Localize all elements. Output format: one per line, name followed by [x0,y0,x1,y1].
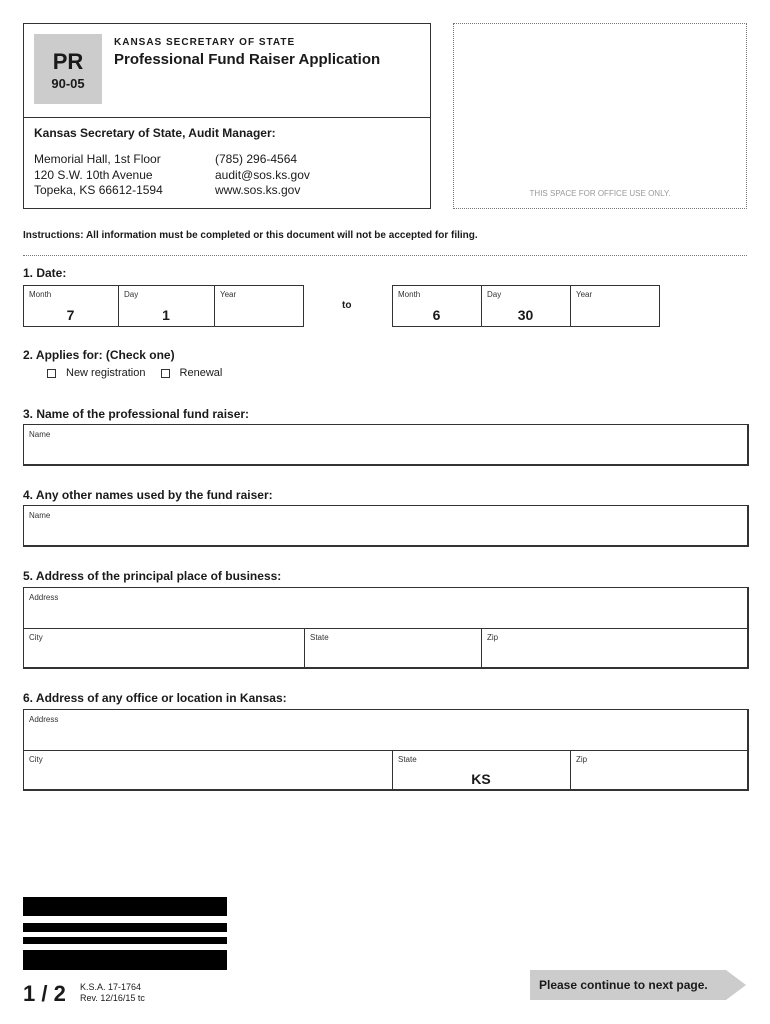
page-number: 1 / 2 [23,981,66,1006]
principal-city-field[interactable] [24,629,304,668]
renewal-checkbox[interactable] [161,369,170,378]
kansas-state-field[interactable]: KS [471,771,491,787]
month-label: Month [398,290,421,299]
divider [23,255,747,256]
principal-address-label: 5. Address of the principal place of business: [23,569,282,583]
kansas-city-field[interactable] [24,751,392,790]
email-link[interactable]: audit@sos.ks.gov [215,167,310,182]
barcode [23,897,227,971]
kansas-address-label: 6. Address of any office or location in Kansas: [23,691,287,705]
year-label: Year [220,290,237,299]
city-label: City [29,755,43,764]
statute: K.S.A. 17-1764 [80,982,142,992]
name-label: Name [29,430,51,439]
contact-address [34,152,163,199]
agency-name: KANSAS SECRETARY OF STATE [114,37,296,48]
address-label: Address [29,715,59,724]
website-link[interactable]: www.sos.ks.gov [215,183,301,197]
applies-for-label: 2. Applies for: (Check one) [23,348,175,362]
day-label: Day [487,290,502,299]
address-line: 120 S.W. 10th Avenue [34,167,153,182]
to-month-field[interactable]: 6 [432,307,441,323]
name-label: Name [29,511,51,520]
new-registration-label: New registration [66,367,146,379]
day-label: Day [124,290,139,299]
divider [214,285,215,327]
form-number: 90-05 [51,76,85,91]
date-label: 1. Date: [23,266,67,280]
kansas-zip-field[interactable] [571,751,748,790]
continue-banner [530,970,746,1000]
to-day-field[interactable]: 30 [517,307,534,323]
address-line: Memorial Hall, 1st Floor [34,152,161,166]
other-names-label: 4. Any other names used by the fund raiser: [23,488,273,502]
from-month-field[interactable]: 7 [66,307,75,323]
date-to-label: to [342,300,352,311]
form-code-badge [34,34,102,104]
new-registration-checkbox[interactable] [47,369,56,378]
month-label: Month [29,290,52,299]
contact-heading: Kansas Secretary of State, Audit Manager: [34,126,276,140]
from-day-field[interactable]: 1 [162,307,170,323]
other-names-field[interactable] [23,505,749,547]
address-line: Topeka, KS 66612-1594 [34,183,163,197]
city-label: City [29,633,43,642]
fund-raiser-name-label: 3. Name of the professional fund raiser: [23,407,250,421]
office-use-label: THIS SPACE FOR OFFICE USE ONLY. [529,189,671,198]
revision: Rev. 12/16/15 tc [80,993,145,1003]
page-title: Professional Fund Raiser Application [114,51,381,68]
kansas-address-field[interactable] [24,710,748,750]
continue-label: Please continue to next page. [539,978,708,992]
office-use-box [453,23,747,209]
zip-label: Zip [487,633,499,642]
contact-details [215,152,310,199]
principal-address-field[interactable] [24,588,748,628]
principal-state-field[interactable] [305,629,481,668]
instructions: Instructions: All information must be completed or this document will not be accepted for filing. [23,230,478,241]
divider [570,285,571,327]
zip-label: Zip [576,755,588,764]
form-code: PR [52,49,84,74]
state-label: State [310,633,329,642]
phone-number: (785) 296-4564 [215,152,298,166]
applies-for-options [47,367,222,379]
state-label: State [398,755,417,764]
address-label: Address [29,593,59,602]
fund-raiser-name-field[interactable] [23,424,749,466]
principal-zip-field[interactable] [482,629,748,668]
year-label: Year [576,290,593,299]
renewal-label: Renewal [179,367,223,379]
